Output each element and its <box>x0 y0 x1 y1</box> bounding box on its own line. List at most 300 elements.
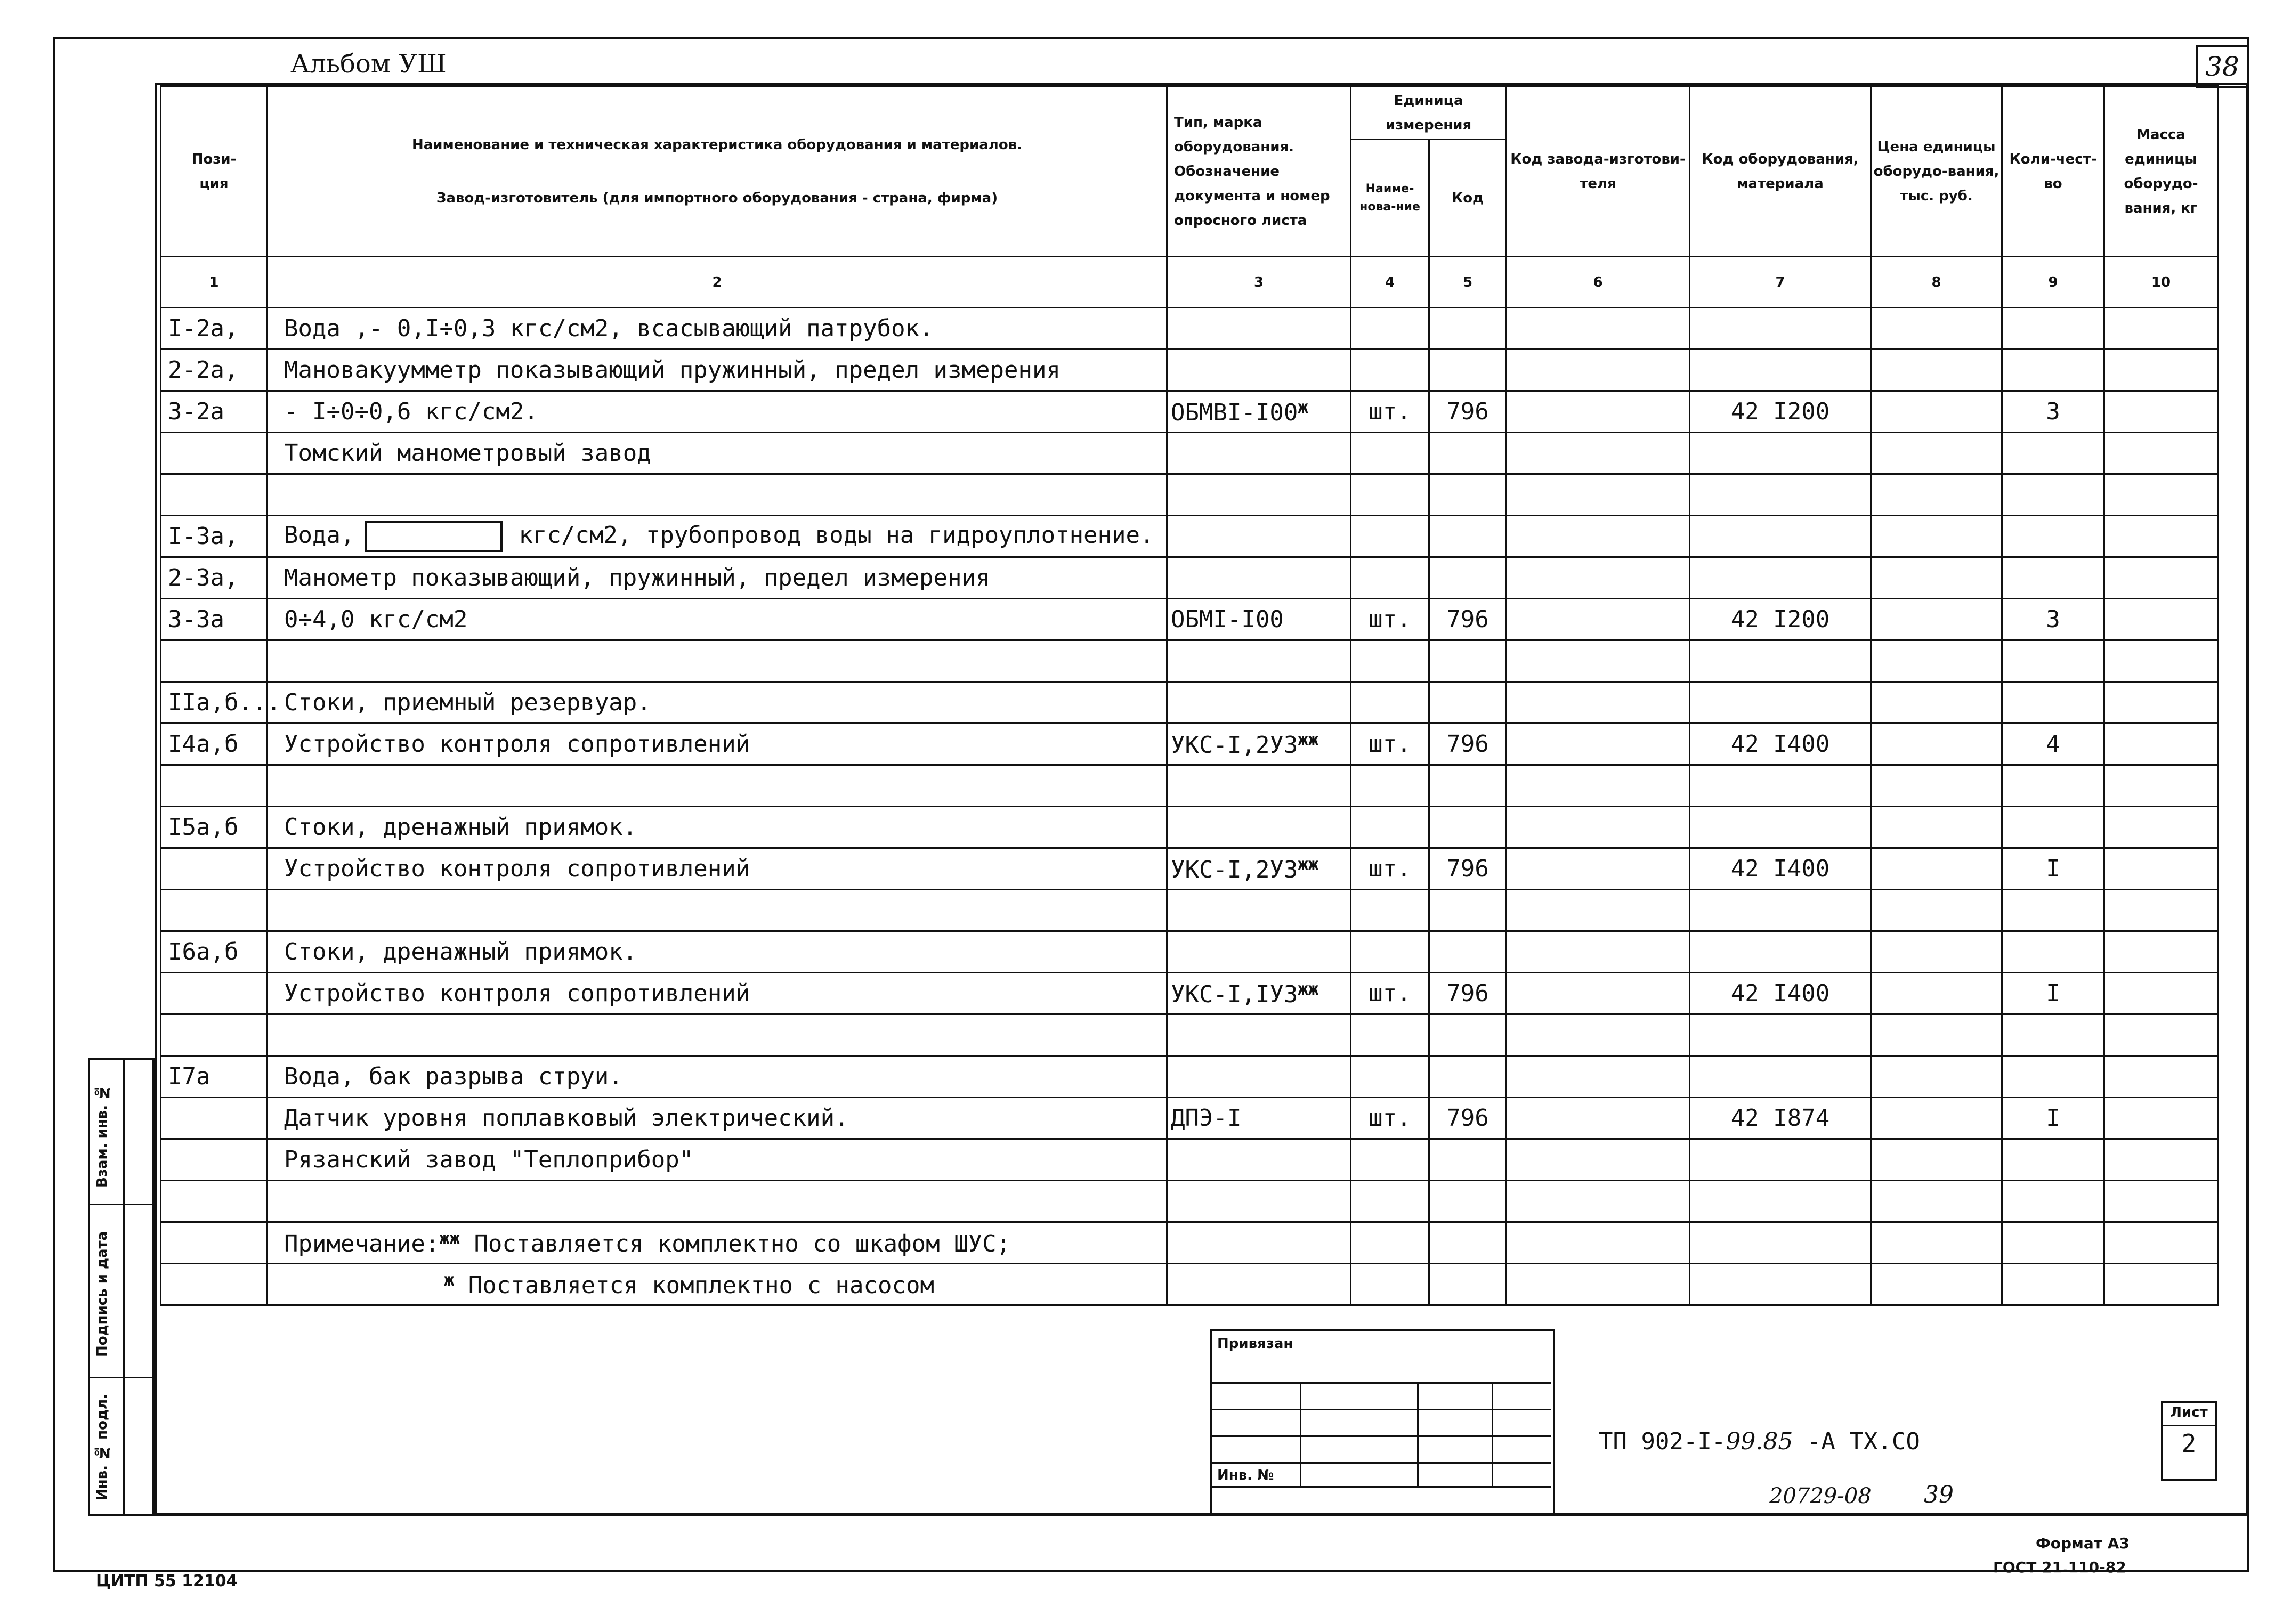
cell-quantity <box>2002 765 2104 807</box>
unit-text: шт. <box>1369 730 1411 758</box>
cell-name <box>268 640 1167 682</box>
unit-text: шт. <box>1369 855 1411 882</box>
album-label: Альбом УШ <box>290 49 447 79</box>
side-stamp-replace-inv: Взам. инв. № <box>94 1084 110 1188</box>
cell-type <box>1167 1264 1351 1305</box>
cell-equipment-code <box>1690 807 1871 848</box>
table-row <box>161 640 2218 682</box>
cell-mass <box>2104 807 2218 848</box>
cell-quantity <box>2002 599 2104 640</box>
cell-unit <box>1351 1181 1429 1222</box>
cell-mass <box>2104 433 2218 474</box>
unit-text: шт. <box>1369 1105 1411 1132</box>
name-text: 0÷4,0 кгс/см2 <box>284 606 468 633</box>
table-row <box>161 1098 2218 1139</box>
cell-quantity <box>2002 516 2104 557</box>
cell-quantity <box>2002 1139 2104 1181</box>
cell-unit-code <box>1429 724 1507 765</box>
cell-type <box>1167 308 1351 350</box>
cell-mass <box>2104 682 2218 724</box>
cell-unit-code <box>1429 1056 1507 1098</box>
type-text: УКС-I,2УЗ <box>1171 856 1298 883</box>
cell-manufacturer-code <box>1507 890 1690 931</box>
cell-equipment-code <box>1690 1056 1871 1098</box>
cell-name <box>268 1014 1167 1056</box>
cell-unit-code <box>1429 474 1507 516</box>
name-text: - I÷0÷0,6 кгс/см2. <box>284 398 538 425</box>
col-num-3: 3 <box>1167 257 1351 308</box>
cell-unit <box>1351 973 1429 1014</box>
cell-equipment-code <box>1690 1139 1871 1181</box>
cell-price <box>1871 807 2002 848</box>
cell-unit-code <box>1429 391 1507 433</box>
cell-type <box>1167 1222 1351 1264</box>
name-text: Датчик уровня поплавковый электрический. <box>284 1105 849 1132</box>
cell-equipment-code <box>1690 350 1871 391</box>
table-row <box>161 765 2218 807</box>
cell-unit <box>1351 682 1429 724</box>
cell-quantity <box>2002 848 2104 890</box>
cell-type <box>1167 1014 1351 1056</box>
unit-text: шт. <box>1369 606 1411 633</box>
cell-quantity <box>2002 1264 2104 1305</box>
cell-position <box>161 1139 268 1181</box>
cell-quantity <box>2002 1098 2104 1139</box>
cell-name <box>268 807 1167 848</box>
cell-unit-code <box>1429 308 1507 350</box>
equipment-code-text: 42 I200 <box>1730 606 1830 633</box>
cell-mass <box>2104 474 2218 516</box>
cell-mass <box>2104 724 2218 765</box>
col-num-6: 6 <box>1507 257 1690 308</box>
footer-format: Формат А3 <box>2036 1534 2130 1552</box>
cell-unit <box>1351 931 1429 973</box>
table-row <box>161 890 2218 931</box>
cell-price <box>1871 433 2002 474</box>
col-header-equipment-code: Код оборудования, материала <box>1690 86 1871 257</box>
cell-equipment-code <box>1690 391 1871 433</box>
position-text: I6а,б <box>168 938 239 965</box>
cell-equipment-code <box>1690 640 1871 682</box>
cell-manufacturer-code <box>1507 350 1690 391</box>
cell-position <box>161 350 268 391</box>
table-row <box>161 1181 2218 1222</box>
cell-manufacturer-code <box>1507 682 1690 724</box>
cell-quantity <box>2002 391 2104 433</box>
cell-mass <box>2104 848 2218 890</box>
footer-left: ЦИТП 55 12104 <box>96 1572 238 1590</box>
cell-unit <box>1351 765 1429 807</box>
note-mark: ж <box>444 1270 455 1290</box>
cell-equipment-code <box>1690 1014 1871 1056</box>
col-num-9: 9 <box>2002 257 2104 308</box>
cell-name <box>268 1056 1167 1098</box>
cell-unit <box>1351 391 1429 433</box>
cell-unit-code <box>1429 516 1507 557</box>
cell-type <box>1167 516 1351 557</box>
position-text: 2-2а, <box>168 356 239 384</box>
table-row <box>161 599 2218 640</box>
table-row <box>161 1222 2218 1264</box>
type-text: ДПЭ-I <box>1171 1105 1242 1132</box>
cell-unit <box>1351 1222 1429 1264</box>
col-header-position: Пози- ция <box>161 86 268 257</box>
cell-manufacturer-code <box>1507 557 1690 599</box>
cell-mass <box>2104 973 2218 1014</box>
name-text: Вода, бак разрыва струи. <box>284 1063 623 1090</box>
col-header-quantity: Коли-чест-во <box>2002 86 2104 257</box>
cell-price <box>1871 350 2002 391</box>
cell-unit <box>1351 1264 1429 1305</box>
table-row <box>161 1139 2218 1181</box>
table-row <box>161 516 2218 557</box>
table-row <box>161 973 2218 1014</box>
unit-text: шт. <box>1369 980 1411 1007</box>
col-num-1: 1 <box>161 257 268 308</box>
note-prefix: Примечание: <box>284 1230 440 1257</box>
cell-price <box>1871 765 2002 807</box>
cell-name <box>268 557 1167 599</box>
unit-code-text: 796 <box>1446 1105 1489 1132</box>
name-text: Мановакуумметр показывающий пружинный, предел измерения <box>284 356 1061 384</box>
cell-position <box>161 848 268 890</box>
cell-name <box>268 931 1167 973</box>
table-row <box>161 807 2218 848</box>
document-code <box>1599 1428 1920 1455</box>
cell-type <box>1167 765 1351 807</box>
cell-equipment-code <box>1690 1264 1871 1305</box>
cell-manufacturer-code <box>1507 931 1690 973</box>
cell-manufacturer-code <box>1507 1264 1690 1305</box>
cell-name <box>268 890 1167 931</box>
cell-price <box>1871 474 2002 516</box>
cell-position <box>161 765 268 807</box>
cell-price <box>1871 1098 2002 1139</box>
cell-name <box>268 1098 1167 1139</box>
cell-position <box>161 516 268 557</box>
cell-position <box>161 640 268 682</box>
name-text: Томский манометровый завод <box>284 440 651 467</box>
position-text: I-3а, <box>168 523 239 550</box>
cell-mass <box>2104 350 2218 391</box>
cell-name <box>268 350 1167 391</box>
cell-mass <box>2104 1098 2218 1139</box>
cell-manufacturer-code <box>1507 1056 1690 1098</box>
cell-equipment-code <box>1690 516 1871 557</box>
cell-price <box>1871 516 2002 557</box>
cell-name <box>268 765 1167 807</box>
name-text: Стоки, дренажный приямок. <box>284 814 637 841</box>
table-row <box>161 350 2218 391</box>
cell-price <box>1871 308 2002 350</box>
cell-type <box>1167 474 1351 516</box>
side-stamp <box>88 1058 155 1516</box>
unit-code-text: 796 <box>1446 855 1489 882</box>
cell-position <box>161 1098 268 1139</box>
quantity-text: I <box>2046 855 2060 882</box>
name-text: Вода ,- 0,I÷0,3 кгс/см2, всасывающий патрубок. <box>284 315 934 342</box>
name-text: Поставляется комплектно с насосом <box>468 1272 934 1299</box>
cell-type <box>1167 391 1351 433</box>
cell-price <box>1871 557 2002 599</box>
cell-mass <box>2104 557 2218 599</box>
cell-equipment-code <box>1690 848 1871 890</box>
cell-price <box>1871 1139 2002 1181</box>
position-text: 2-3а, <box>168 564 239 591</box>
cell-mass <box>2104 308 2218 350</box>
cell-quantity <box>2002 682 2104 724</box>
cell-manufacturer-code <box>1507 1222 1690 1264</box>
cell-quantity <box>2002 973 2104 1014</box>
cell-name <box>268 391 1167 433</box>
blank-value-box <box>365 521 503 552</box>
cell-unit <box>1351 1056 1429 1098</box>
cell-name <box>268 599 1167 640</box>
cell-unit <box>1351 724 1429 765</box>
cell-unit-code <box>1429 1222 1507 1264</box>
cell-type <box>1167 640 1351 682</box>
cell-mass <box>2104 599 2218 640</box>
cell-mass <box>2104 640 2218 682</box>
cell-name <box>268 308 1167 350</box>
unit-text: шт. <box>1369 398 1411 425</box>
cell-mass <box>2104 391 2218 433</box>
cell-unit <box>1351 1014 1429 1056</box>
col-num-8: 8 <box>1871 257 2002 308</box>
cell-equipment-code <box>1690 931 1871 973</box>
cell-manufacturer-code <box>1507 1098 1690 1139</box>
unit-code-text: 796 <box>1446 980 1489 1007</box>
name-text: Поставляется комплектно со шкафом ШУС; <box>474 1230 1011 1257</box>
cell-type <box>1167 433 1351 474</box>
cell-type <box>1167 931 1351 973</box>
cell-unit-code <box>1429 433 1507 474</box>
cell-type <box>1167 1056 1351 1098</box>
cell-price <box>1871 640 2002 682</box>
cell-mass <box>2104 516 2218 557</box>
cell-quantity <box>2002 1056 2104 1098</box>
cell-type <box>1167 807 1351 848</box>
table-row <box>161 1264 2218 1305</box>
position-text: I5а,б <box>168 814 239 841</box>
cell-type <box>1167 973 1351 1014</box>
cell-unit <box>1351 599 1429 640</box>
cell-quantity <box>2002 931 2104 973</box>
name-text: Устройство контроля сопротивлений <box>284 855 750 882</box>
cell-manufacturer-code <box>1507 433 1690 474</box>
type-text: УКС-I,IУЗ <box>1171 981 1298 1008</box>
name-text: Стоки, приемный резервуар. <box>284 689 651 716</box>
cell-mass <box>2104 931 2218 973</box>
table-row <box>161 557 2218 599</box>
cell-unit <box>1351 890 1429 931</box>
cell-mass <box>2104 890 2218 931</box>
type-mark: жж <box>1298 854 1318 874</box>
cell-manufacturer-code <box>1507 1139 1690 1181</box>
cell-unit-code <box>1429 890 1507 931</box>
cell-price <box>1871 1014 2002 1056</box>
cell-type <box>1167 724 1351 765</box>
name-text: Манометр показывающий, пружинный, предел измерения <box>284 564 990 591</box>
cell-unit-code <box>1429 1014 1507 1056</box>
col-num-10: 10 <box>2104 257 2218 308</box>
cell-manufacturer-code <box>1507 516 1690 557</box>
cell-position <box>161 557 268 599</box>
cell-manufacturer-code <box>1507 1181 1690 1222</box>
cell-mass <box>2104 1139 2218 1181</box>
cell-unit <box>1351 807 1429 848</box>
col-num-5: 5 <box>1429 257 1507 308</box>
cell-quantity <box>2002 1222 2104 1264</box>
cell-price <box>1871 931 2002 973</box>
equipment-code-text: 42 I400 <box>1730 980 1830 1007</box>
cell-name <box>268 1222 1167 1264</box>
inv-no-label: Инв. № <box>1217 1467 1274 1483</box>
position-text: I-2а, <box>168 315 239 342</box>
cell-position <box>161 724 268 765</box>
table-row <box>161 1056 2218 1098</box>
position-text: IIа,б... <box>168 689 281 716</box>
cell-manufacturer-code <box>1507 640 1690 682</box>
cell-name <box>268 682 1167 724</box>
cell-price <box>1871 1056 2002 1098</box>
cell-price <box>1871 1181 2002 1222</box>
cell-unit-code <box>1429 931 1507 973</box>
cell-equipment-code <box>1690 890 1871 931</box>
cell-name <box>268 1139 1167 1181</box>
cell-manufacturer-code <box>1507 848 1690 890</box>
cell-unit <box>1351 848 1429 890</box>
quantity-text: 3 <box>2046 398 2060 425</box>
page-number-box <box>2196 45 2249 88</box>
cell-position <box>161 433 268 474</box>
cell-manufacturer-code <box>1507 474 1690 516</box>
cell-unit-code <box>1429 1264 1507 1305</box>
cell-unit-code <box>1429 1098 1507 1139</box>
sheet-number: 2 <box>2181 1429 2197 1458</box>
col-num-7: 7 <box>1690 257 1871 308</box>
equipment-code-text: 42 I874 <box>1730 1105 1830 1132</box>
name-text: Стоки, дренажный приямок. <box>284 938 637 965</box>
cell-manufacturer-code <box>1507 973 1690 1014</box>
col-header-unit-group: Единица измерения <box>1351 86 1507 140</box>
unit-code-text: 796 <box>1446 730 1489 758</box>
cell-manufacturer-code <box>1507 724 1690 765</box>
cell-quantity <box>2002 724 2104 765</box>
cell-unit <box>1351 516 1429 557</box>
cell-name <box>268 433 1167 474</box>
cell-manufacturer-code <box>1507 391 1690 433</box>
table-row <box>161 1014 2218 1056</box>
cell-type <box>1167 350 1351 391</box>
cell-position <box>161 973 268 1014</box>
cell-unit-code <box>1429 599 1507 640</box>
position-text: 3-3а <box>168 606 224 633</box>
cell-type <box>1167 1139 1351 1181</box>
cell-price <box>1871 391 2002 433</box>
cell-unit-code <box>1429 973 1507 1014</box>
cell-equipment-code <box>1690 308 1871 350</box>
cell-unit-code <box>1429 1181 1507 1222</box>
cell-equipment-code <box>1690 433 1871 474</box>
cell-equipment-code <box>1690 557 1871 599</box>
cell-type <box>1167 1181 1351 1222</box>
cell-name <box>268 724 1167 765</box>
table-row <box>161 433 2218 474</box>
equipment-code-text: 42 I400 <box>1730 855 1830 882</box>
cell-type <box>1167 1098 1351 1139</box>
table-row <box>161 474 2218 516</box>
cell-unit <box>1351 474 1429 516</box>
cell-mass <box>2104 1056 2218 1098</box>
cell-equipment-code <box>1690 1222 1871 1264</box>
quantity-text: I <box>2046 980 2060 1007</box>
col-header-mass: Масса единицы оборудо-вания, кг <box>2104 86 2218 257</box>
cell-equipment-code <box>1690 474 1871 516</box>
cell-unit <box>1351 1098 1429 1139</box>
cell-name <box>268 1181 1167 1222</box>
cell-position <box>161 890 268 931</box>
table-row <box>161 391 2218 433</box>
equipment-code-text: 42 I400 <box>1730 730 1830 758</box>
archive-page: 39 <box>1924 1481 1954 1508</box>
cell-manufacturer-code <box>1507 765 1690 807</box>
name-text: Рязанский завод "Теплоприбор" <box>284 1146 694 1173</box>
cell-unit-code <box>1429 557 1507 599</box>
cell-quantity <box>2002 308 2104 350</box>
cell-manufacturer-code <box>1507 599 1690 640</box>
cell-unit-code <box>1429 848 1507 890</box>
cell-type <box>1167 848 1351 890</box>
cell-equipment-code <box>1690 724 1871 765</box>
document-code-handwritten: 99.85 <box>1726 1428 1793 1455</box>
quantity-text: 3 <box>2046 606 2060 633</box>
cell-manufacturer-code <box>1507 1014 1690 1056</box>
table-row <box>161 308 2218 350</box>
cell-equipment-code <box>1690 1181 1871 1222</box>
cell-mass <box>2104 1181 2218 1222</box>
cell-quantity <box>2002 1181 2104 1222</box>
cell-quantity <box>2002 557 2104 599</box>
cell-unit <box>1351 640 1429 682</box>
cell-name <box>268 1264 1167 1305</box>
col-header-unit-name: Наиме-нова-ние <box>1351 140 1429 257</box>
cell-type <box>1167 557 1351 599</box>
col-header-name: Наименование и техническая характеристика оборудования и материалов. Завод-изготовитель (для импортного оборудования - страна, фирма) <box>268 86 1167 257</box>
page-number: 38 <box>2205 51 2239 82</box>
cell-name <box>268 516 1167 557</box>
cell-unit <box>1351 1139 1429 1181</box>
cell-quantity <box>2002 890 2104 931</box>
col-header-unit-code: Код <box>1429 140 1507 257</box>
cell-manufacturer-code <box>1507 807 1690 848</box>
linked-label: Привязан <box>1217 1336 1293 1352</box>
cell-price <box>1871 599 2002 640</box>
cell-type <box>1167 890 1351 931</box>
document-code-prefix: ТП 902-I- <box>1599 1428 1726 1455</box>
cell-quantity <box>2002 433 2104 474</box>
unit-code-text: 796 <box>1446 398 1489 425</box>
cell-position <box>161 682 281 724</box>
col-num-4: 4 <box>1351 257 1429 308</box>
cell-price <box>1871 682 2002 724</box>
cell-type <box>1167 682 1351 724</box>
cell-manufacturer-code <box>1507 308 1690 350</box>
document-code-suffix: -А ТХ.СО <box>1807 1428 1920 1455</box>
cell-unit <box>1351 308 1429 350</box>
cell-price <box>1871 724 2002 765</box>
cell-name <box>268 848 1167 890</box>
